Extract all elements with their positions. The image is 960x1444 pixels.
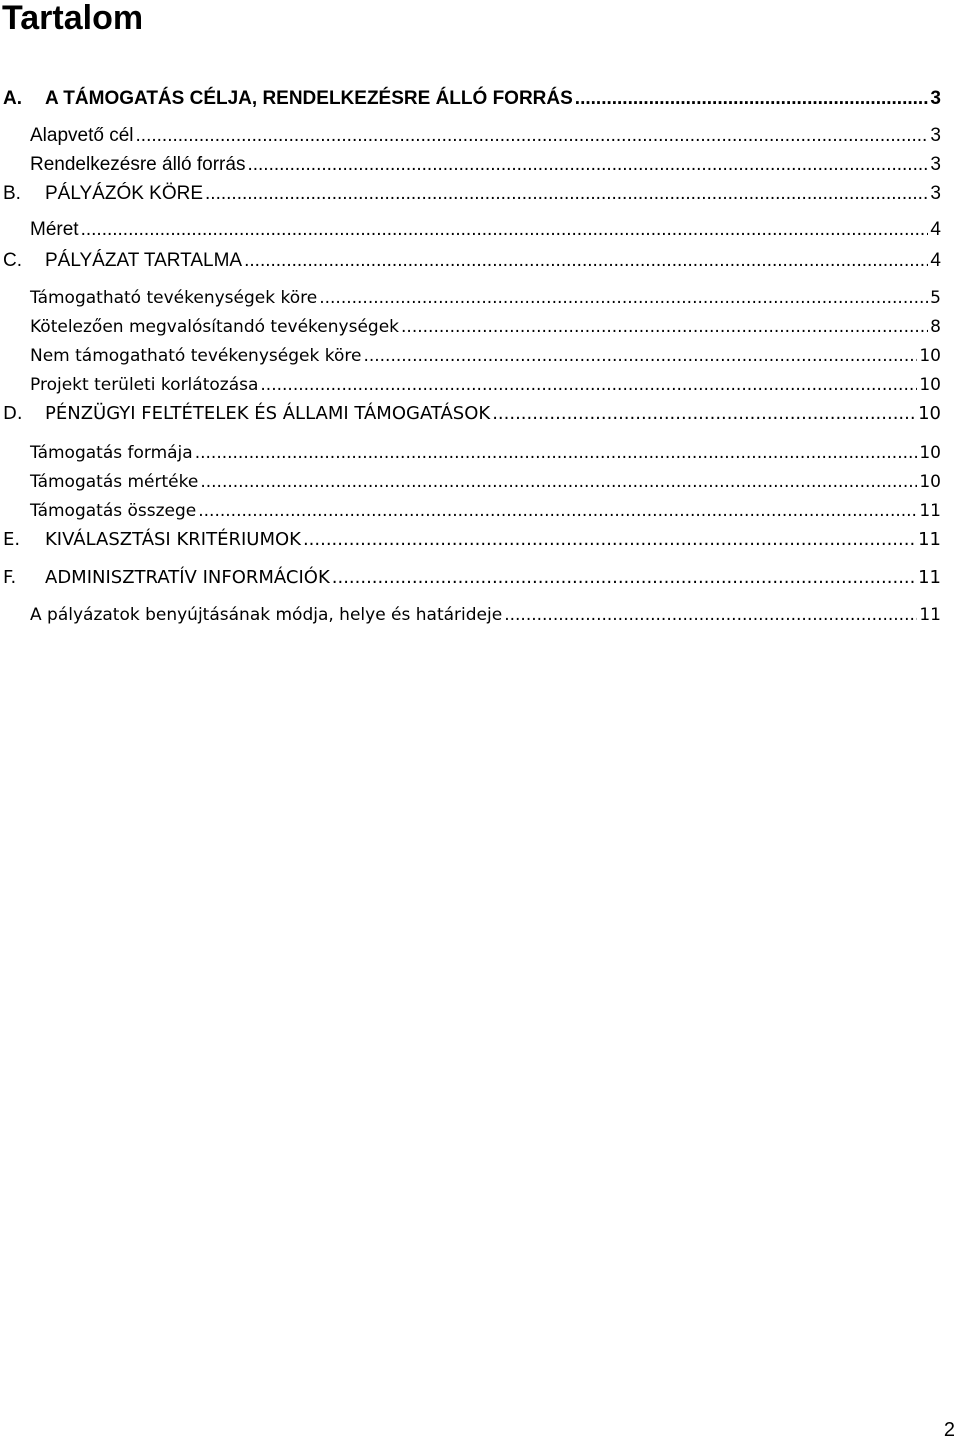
- dot-leader: [303, 527, 916, 553]
- toc-page-number: 11: [919, 501, 941, 521]
- dot-leader: [260, 372, 917, 398]
- dot-leader: [319, 285, 928, 311]
- dot-leader: [244, 248, 928, 274]
- toc-entry-rendelkezesre-allo-forras[interactable]: [30, 152, 941, 178]
- toc-entry-label: Támogatás összege: [30, 501, 197, 521]
- toc-entry-label: Támogatás mértéke: [30, 472, 199, 492]
- toc-entry-kotelezoen-megvalositando[interactable]: [30, 314, 941, 340]
- toc-page-number: 4: [930, 250, 941, 271]
- toc-entry-label: A pályázatok benyújtásának módja, helye és határideje: [30, 605, 503, 625]
- toc-page-number: 3: [930, 154, 941, 175]
- toc-entry-label: Rendelkezésre álló forrás: [30, 154, 246, 175]
- toc-page-number: 11: [918, 567, 941, 588]
- toc-entry-meret[interactable]: [30, 217, 941, 243]
- toc-entry-label: Nem támogatható tevékenységek köre: [30, 346, 362, 366]
- toc-entry-section-d[interactable]: [3, 401, 941, 427]
- dot-leader: [198, 498, 917, 524]
- toc-page-number: 11: [918, 529, 941, 550]
- toc-section-letter: C.: [3, 250, 22, 271]
- toc-entry-section-a[interactable]: [3, 86, 941, 112]
- toc-page-number: 3: [930, 88, 941, 109]
- dot-leader: [195, 440, 918, 466]
- toc-entry-label: Támogatás formája: [30, 443, 193, 463]
- table-of-contents: [0, 0, 960, 700]
- toc-entry-label: KIVÁLASZTÁSI KRITÉRIUMOK: [45, 529, 301, 550]
- toc-entry-label: A TÁMOGATÁS CÉLJA, RENDELKEZÉSRE ÁLLÓ FORRÁS: [45, 88, 573, 109]
- toc-entry-tamogathato-tevekenysegek[interactable]: [30, 285, 941, 311]
- toc-page-number: 3: [930, 125, 941, 146]
- toc-entry-label: PÉNZÜGYI FELTÉTELEK ÉS ÁLLAMI TÁMOGATÁSOK: [45, 403, 491, 424]
- toc-section-letter: E.: [3, 529, 21, 550]
- toc-page-number: 10: [919, 375, 941, 395]
- toc-page-number: 11: [919, 605, 941, 625]
- toc-entry-alapveto-cel[interactable]: [30, 123, 941, 149]
- page-number: 2: [943, 1419, 955, 1441]
- toc-entry-label: Alapvető cél: [30, 125, 134, 146]
- toc-entry-palyazatok-benyujtasa[interactable]: [30, 602, 941, 628]
- toc-entry-label: Projekt területi korlátozása: [30, 375, 259, 395]
- toc-entry-projekt-teruleti-korlatozasa[interactable]: [30, 372, 941, 398]
- toc-entry-label: Támogatható tevékenységek köre: [30, 288, 318, 308]
- toc-page-number: 4: [930, 219, 941, 240]
- dot-leader: [205, 181, 928, 207]
- toc-entry-label: Kötelezően megvalósítandó tevékenységek: [30, 317, 400, 337]
- dot-leader: [363, 343, 917, 369]
- toc-entry-tamogatas-merteke[interactable]: [30, 469, 941, 495]
- dot-leader: [200, 469, 917, 495]
- toc-page-number: 5: [930, 288, 941, 308]
- toc-page-number: 3: [930, 183, 941, 204]
- toc-entry-tamogatas-osszege[interactable]: [30, 498, 941, 524]
- dot-leader: [492, 401, 916, 427]
- toc-page-number: 10: [919, 346, 941, 366]
- toc-entry-section-e[interactable]: [3, 527, 941, 553]
- toc-section-letter: B.: [3, 183, 21, 204]
- toc-section-letter: D.: [3, 403, 23, 424]
- toc-entry-nem-tamogathato[interactable]: [30, 343, 941, 369]
- dot-leader: [247, 152, 928, 178]
- dot-leader: [136, 123, 929, 149]
- toc-entry-label: PÁLYÁZAT TARTALMA: [45, 250, 243, 271]
- toc-entry-label: PÁLYÁZÓK KÖRE: [45, 183, 204, 204]
- dot-leader: [575, 86, 929, 112]
- toc-section-letter: F.: [3, 567, 17, 588]
- toc-entry-section-c[interactable]: [3, 248, 941, 274]
- dot-leader: [332, 565, 916, 591]
- toc-page-number: 10: [919, 472, 941, 492]
- toc-page-number: 10: [919, 443, 941, 463]
- toc-entry-label: ADMINISZTRATÍV INFORMÁCIÓK: [45, 567, 330, 588]
- toc-entry-tamogatas-formaja[interactable]: [30, 440, 941, 466]
- dot-leader: [504, 602, 917, 628]
- dot-leader: [401, 314, 928, 340]
- dot-leader: [81, 217, 929, 243]
- page-title: Tartalom: [2, 0, 144, 37]
- toc-entry-section-f[interactable]: [3, 565, 941, 591]
- toc-section-letter: A.: [3, 88, 22, 109]
- toc-page-number: 8: [930, 317, 941, 337]
- toc-entry-label: Méret: [30, 219, 79, 240]
- toc-entry-section-b[interactable]: [3, 181, 941, 207]
- toc-page-number: 10: [918, 403, 941, 424]
